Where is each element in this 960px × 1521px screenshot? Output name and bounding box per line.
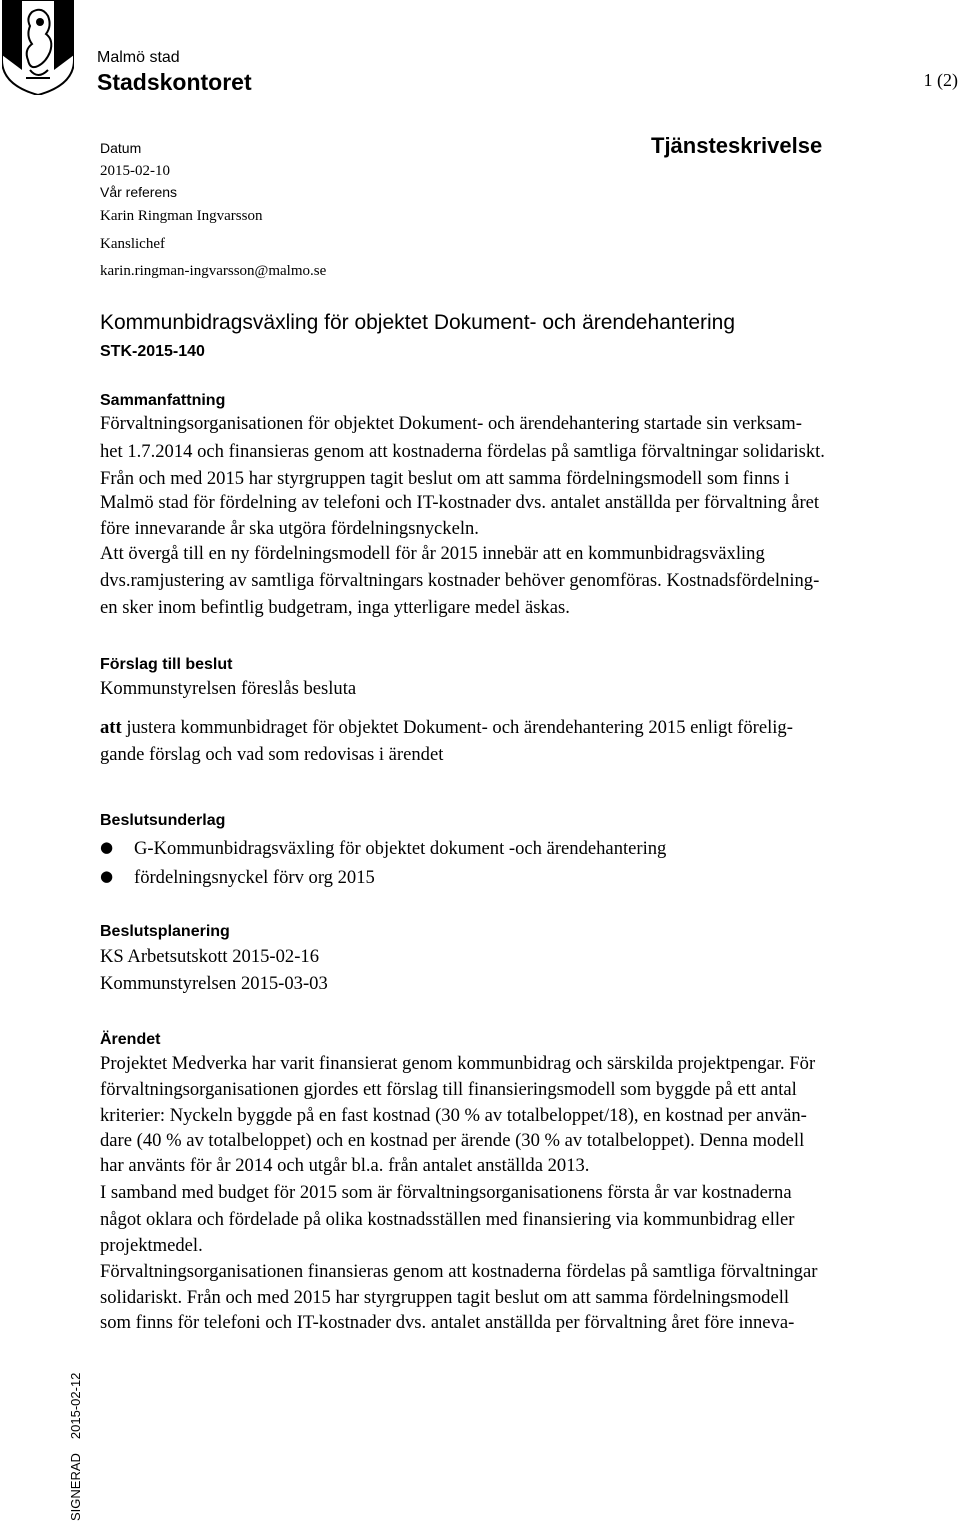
summary-line: Från och med 2015 har styrgruppen tagit beslut om att samma fördelningsmodell som finns i	[100, 468, 790, 489]
basis-heading: Beslutsunderlag	[100, 812, 226, 829]
proposal-line	[100, 719, 793, 738]
office-name: Stadskontoret	[97, 69, 252, 95]
matter-line: kriterier: Nyckeln byggde på en fast kostnad (30 % av totalbeloppet/18), en kostnad per använ-	[100, 1105, 807, 1126]
planning-item: KS Arbetsutskott 2015-02-16	[100, 946, 319, 967]
summary-line: dvs.ramjustering av samtliga förvaltningars kostnader behöver genomföras. Kostnadsfördelning-	[100, 570, 820, 591]
proposal-line: gande förslag och vad som redovisas i ärendet	[100, 744, 444, 765]
date-label: Datum	[100, 140, 142, 156]
signed-label: SIGNERAD	[68, 1453, 83, 1521]
reference-number: STK-2015-140	[100, 343, 205, 360]
list-item-text: fördelningsnyckel förv org 2015	[134, 867, 375, 888]
list-item	[100, 840, 666, 859]
matter-line: något oklara och fördelade på olika kostnadsställen med finansiering via kommunbidrag eller	[100, 1209, 795, 1230]
att-keyword: att	[100, 717, 122, 738]
matter-line: har använts för år 2014 och utgår bl.a. från antalet anställda 2013.	[100, 1155, 590, 1176]
matter-line: som finns för telefoni och IT-kostnader dvs. antalet anställda per förvaltning året före inneva-	[100, 1312, 795, 1333]
planning-heading: Beslutsplanering	[100, 923, 230, 940]
planning-item: Kommunstyrelsen 2015-03-03	[100, 973, 328, 994]
page-number: 1 (2)	[923, 70, 958, 90]
matter-line: Förvaltningsorganisationen finansieras genom att kostnaderna fördelas på samtliga förvaltningar	[100, 1261, 818, 1282]
document-title: Kommunbidragsväxling för objektet Dokument- och ärendehantering	[100, 311, 736, 334]
bullet-icon: ●	[100, 867, 114, 885]
matter-line: I samband med budget för 2015 som är förvaltningsorganisationens första år var kostnaderna	[100, 1182, 792, 1203]
proposal-intro: Kommunstyrelsen föreslås besluta	[100, 678, 357, 699]
summary-line: Att övergå till en ny fördelningsmodell för år 2015 innebär att en kommunbidragsväxling	[100, 543, 765, 564]
matter-line: Projektet Medverka har varit finansierat genom kommunbidrag och särskilda projektpengar. För	[100, 1053, 816, 1074]
document-type: Tjänsteskrivelse	[651, 133, 823, 158]
date-value: 2015-02-10	[100, 163, 170, 179]
matter-line: solidariskt. Från och med 2015 har styrgruppen tagit beslut om att samma fördelningsmodell	[100, 1287, 790, 1308]
list-item	[100, 869, 375, 888]
signature-stamp	[65, 1361, 87, 1521]
summary-line: Malmö stad för fördelning av telefoni och IT-kostnader dvs. antalet anställda per förvaltning året	[100, 492, 820, 513]
summary-line: en sker inom befintlig budgetram, inga ytterligare medel äskas.	[100, 597, 570, 618]
reference-label: Vår referens	[100, 184, 178, 200]
matter-line: dare (40 % av totalbeloppet) och en kostnad per ärende (30 % av totalbeloppet). Denna modell	[100, 1130, 805, 1151]
matter-line: förvaltningsorganisationen gjordes ett förslag till finansieringsmodell som byggde på ett antal	[100, 1079, 797, 1100]
proposal-heading: Förslag till beslut	[100, 656, 233, 673]
proposal-text: justera kommunbidraget för objektet Dokument- och ärendehantering 2015 enligt förelig-	[121, 717, 793, 738]
matter-heading: Ärendet	[100, 1031, 161, 1048]
person-name: Karin Ringman Ingvarsson	[100, 208, 263, 224]
organization-name: Malmö stad	[97, 49, 180, 66]
person-title: Kanslichef	[100, 236, 165, 252]
matter-line: projektmedel.	[100, 1235, 203, 1256]
bullet-icon: ●	[100, 838, 114, 856]
person-email: karin.ringman-ingvarsson@malmo.se	[100, 263, 327, 279]
summary-line: Förvaltningsorganisationen för objektet Dokument- och ärendehantering startade sin verksam-	[100, 413, 802, 434]
list-item-text: G-Kommunbidragsväxling för objektet dokument -och ärendehantering	[134, 838, 667, 859]
signed-date: 2015-02-12	[68, 1372, 83, 1440]
city-coat-of-arms-logo	[2, 0, 74, 95]
summary-line: het 1.7.2014 och finansieras genom att kostnaderna fördelas på samtliga förvaltningar solidariskt.	[100, 441, 825, 462]
summary-line: före innevarande år ska utgöra fördelningsnyckeln.	[100, 518, 479, 539]
summary-heading: Sammanfattning	[100, 392, 226, 409]
